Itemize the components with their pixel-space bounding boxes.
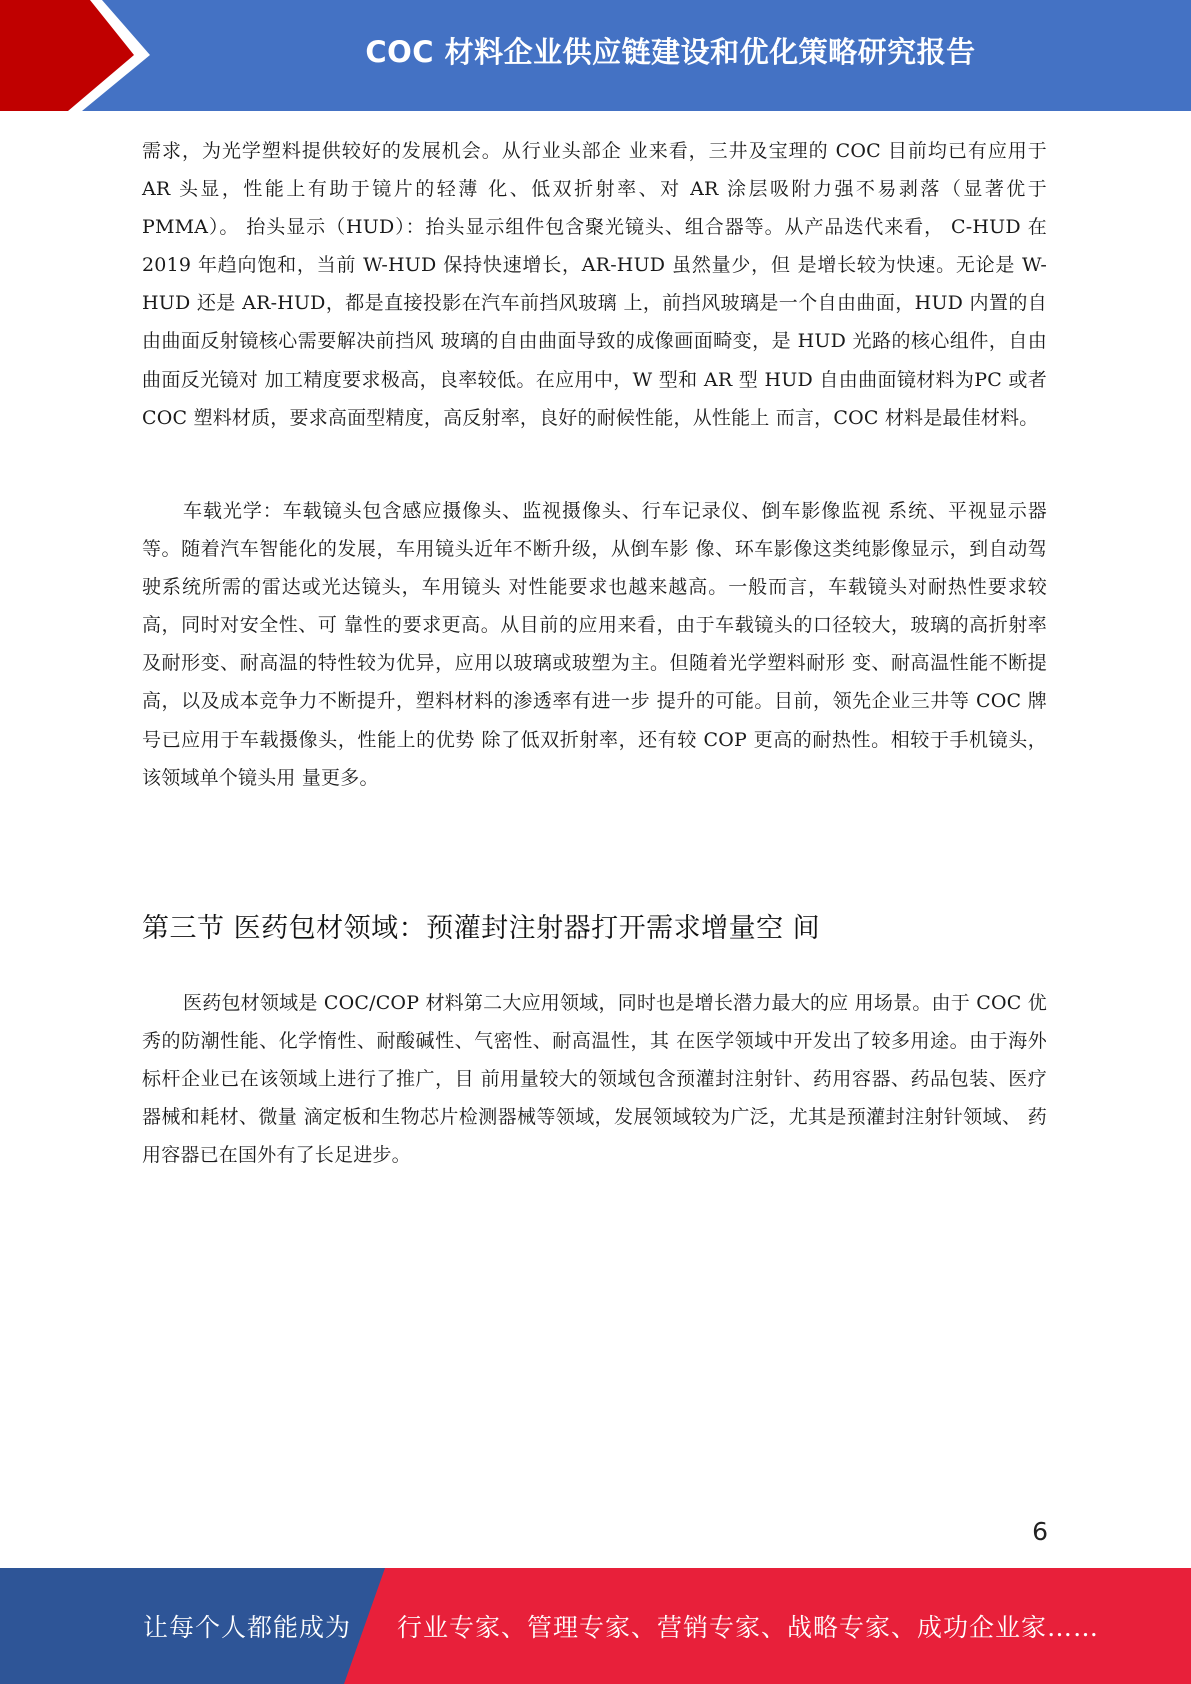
section-body: [142, 984, 1047, 1174]
section-heading: 第三节 医药包材领域：预灌封注射器打开需求增量空 间: [142, 913, 821, 944]
footer-banner: [0, 1568, 1191, 1684]
footer-slogan-right: 行业专家、管理专家、营销专家、战略专家、成功企业家……: [397, 1613, 1100, 1642]
paragraph-automotive-optics: 车载光学：车载镜头包含感应摄像头、监视摄像头、行车记录仪、倒车影像监视 系统、平视显示器等。随着汽车智能化的发展，车用镜头近年不断升级，从倒车影 像、环车影像这类纯影像显示，到自动驾驶系统所需的雷达或光达镜头，车用镜头 对性能要求也越来越高。一般而言，车载镜头对耐热性要求较高，同时对安全性、可 靠性的要求更高。从目前的应用来看，由于车载镜头的口径较大，玻璃的高折射率 及耐形变、耐高温的特性较为优异，应用以玻璃或玻塑为主。但随着光学塑料耐形 变、耐高温性能不断提高，以及成本竞争力不断提升，塑料材料的渗透率有进一步 提升的可能。目前，领先企业三井等 COC 牌号已应用于车载摄像头，性能上的优势 除了低双折射率，还有较 COP 更高的耐热性。相较于手机镜头，该领域单个镜头用 量更多。: [142, 500, 1047, 789]
report-title: COC 材料企业供应链建设和优化策略研究报告: [365, 34, 976, 69]
page-number: 6: [1032, 1517, 1048, 1546]
header-banner: [0, 0, 1191, 111]
body-text: [142, 132, 1047, 797]
paragraph-hud: 需求，为光学塑料提供较好的发展机会。从行业头部企 业来看，三井及宝理的 COC 目前均已有应用于 AR 头显，性能上有助于镜片的轻薄 化、低双折射率、对 AR 涂层吸附力强不易剥落（显著优于 PMMA）。 抬头显示（HUD）：抬头显示组件包含聚光镜头、组合器等。从产品迭代来看， C-HUD 在 2019 年趋向饱和，当前 W-HUD 保持快速增长，AR-HUD 虽然量少，但 是增长较为快速。无论是 W-HUD 还是 AR-HUD，都是直接投影在汽车前挡风玻璃 上，前挡风玻璃是一个自由曲面，HUD 内置的自由曲面反射镜核心需要解决前挡风 玻璃的自由曲面导致的成像画面畸变，是 HUD 光路的核心组件，自由曲面反光镜对 加工精度要求极高，良率较低。在应用中，W 型和 AR 型 HUD 自由曲面镜材料为PC 或者 COC 塑料材质，要求高面型精度，高反射率，良好的耐候性能，从性能上 而言，COC 材料是最佳材料。: [142, 140, 1047, 429]
paragraph-medical-packaging: 医药包材领域是 COC/COP 材料第二大应用领域，同时也是增长潜力最大的应 用场景。由于 COC 优秀的防潮性能、化学惰性、耐酸碱性、气密性、耐高温性，其 在医学领域中开发出了较多用途。由于海外标杆企业已在该领域上进行了推广，目 前用量较大的领域包含预灌封注射针、药用容器、药品包装、医疗器械和耗材、微量 滴定板和生物芯片检测器械等领域，发展领域较为广泛，尤其是预灌封注射针领域、 药用容器已在国外有了长足进步。: [142, 992, 1047, 1167]
footer-slogan-left: 让每个人都能成为: [143, 1613, 352, 1642]
